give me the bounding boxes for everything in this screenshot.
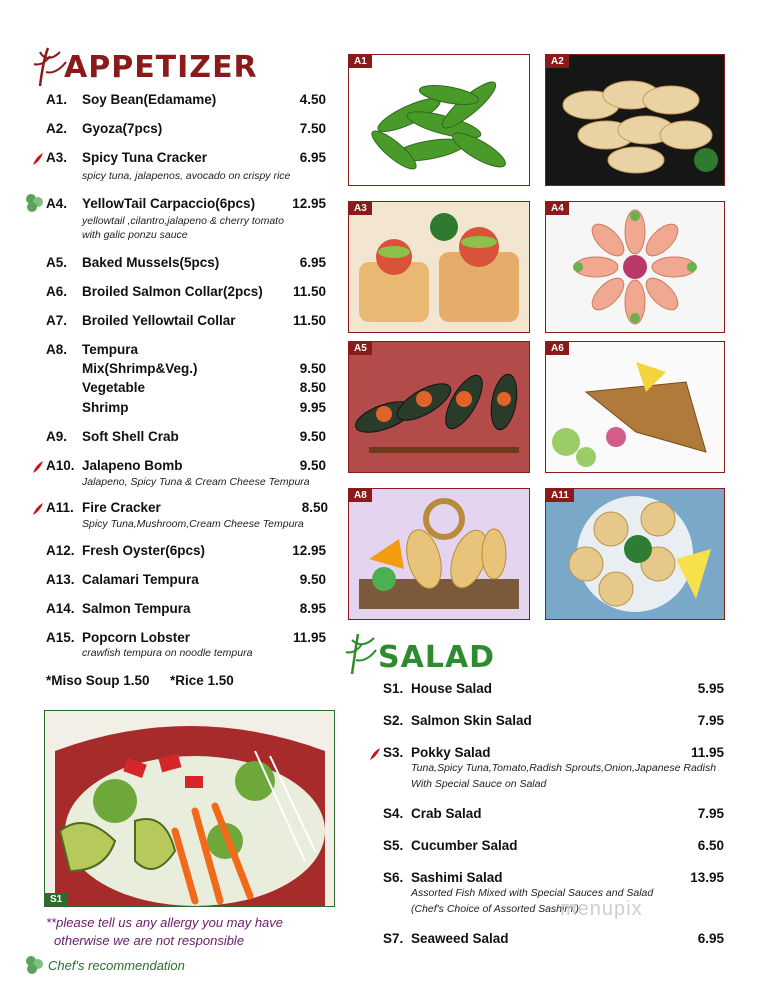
item-name: Broiled Yellowtail Collar (82, 313, 236, 328)
item-price: 11.95 (292, 630, 326, 645)
photo-a1-edamame (348, 54, 530, 186)
tempura-illustration (349, 489, 529, 619)
item-description: with galic ponzu sauce (82, 229, 188, 241)
item-name: Spicy Tuna Cracker (82, 150, 208, 165)
item-code: S7. (383, 931, 404, 946)
item-price: 9.50 (299, 458, 326, 473)
photo-a6-salmon-collar (545, 341, 725, 473)
photo-label: A1 (349, 55, 372, 68)
item-price: 13.95 (690, 870, 724, 885)
photo-s1-house-salad (44, 710, 335, 907)
house-salad-illustration (45, 711, 334, 906)
photo-label: A3 (349, 202, 372, 215)
item-price: 9.95 (299, 400, 326, 415)
item-name: Fresh Oyster(6pcs) (82, 543, 206, 558)
menu-item (46, 196, 326, 216)
item-name: Salmon Tempura (82, 601, 191, 616)
photo-a3-spicy-tuna-cracker (348, 201, 530, 333)
salad-title: SALAD (378, 640, 496, 675)
menu-item (383, 681, 724, 701)
item-code: A11. (46, 500, 74, 515)
menu-subitem (46, 361, 326, 381)
item-name: YellowTail Carpaccio(6pcs) (82, 196, 256, 211)
menu-item (46, 121, 326, 141)
item-code: A14. (46, 601, 75, 616)
menu-item (46, 458, 326, 478)
item-price: 4.50 (299, 92, 326, 107)
leaf-icon (24, 192, 44, 214)
item-price: 11.95 (690, 745, 724, 760)
item-name: Crab Salad (411, 806, 482, 821)
item-code: A6. (46, 284, 68, 299)
item-name: Jalapeno Bomb (82, 458, 183, 473)
item-description: Assorted Fish Mixed with Special Sauces and Salad (411, 887, 654, 899)
menu-item (383, 931, 724, 951)
photo-label: A5 (349, 342, 372, 355)
item-name: Cucumber Salad (411, 838, 518, 853)
edamame-illustration (349, 55, 529, 185)
item-description: crawfish tempura on noodle tempura (82, 647, 253, 659)
item-code: A10. (46, 458, 75, 473)
photo-a11-fire-cracker (545, 488, 725, 620)
item-price: 12.95 (292, 196, 326, 211)
chili-icon (30, 459, 46, 475)
chili-icon (30, 501, 46, 517)
item-price: 6.95 (299, 255, 326, 270)
item-name: Soy Bean(Edamame) (82, 92, 217, 107)
menu-item (46, 342, 326, 362)
miso-soup (46, 673, 186, 693)
item-code: S5. (383, 838, 404, 853)
item-name: Baked Mussels(5pcs) (82, 255, 220, 270)
menu-item (46, 543, 326, 563)
menu-item (46, 313, 326, 333)
menu-item (383, 838, 724, 858)
photo-a2-gyoza (545, 54, 725, 186)
menu-item (46, 572, 326, 592)
allergy-note-line1: **please tell us any allergy you may have (46, 915, 284, 930)
photo-a8-tempura (348, 488, 530, 620)
menu-subitem (46, 380, 326, 400)
item-description: Spicy Tuna,Mushroom,Cream Cheese Tempura (82, 518, 304, 530)
item-price: 7.95 (697, 806, 724, 821)
chefs-recommendation-legend: Chef's recommendation (48, 958, 185, 973)
photo-a4-yellowtail-carpaccio (545, 201, 725, 333)
photo-a5-baked-mussels (348, 341, 530, 473)
item-code: A4. (46, 196, 68, 211)
menu-item (46, 255, 326, 275)
item-code: S2. (383, 713, 404, 728)
photo-label: A8 (349, 489, 372, 502)
item-name: *Miso Soup 1.50 (46, 673, 150, 688)
item-code: A3. (46, 150, 68, 165)
item-name: Gyoza(7pcs) (82, 121, 163, 136)
item-name: Vegetable (82, 380, 146, 395)
menu-item (46, 500, 328, 520)
rice (170, 673, 270, 693)
fire-cracker-illustration (546, 489, 724, 619)
item-price: 6.95 (697, 931, 724, 946)
item-price: 11.50 (292, 284, 326, 299)
item-code: A7. (46, 313, 68, 328)
item-name: Salmon Skin Salad (411, 713, 532, 728)
bamboo-icon (344, 630, 380, 676)
carpaccio-illustration (546, 202, 724, 332)
item-description: yellowtail ,cilantro,jalapeno & cherry tomato (82, 215, 284, 227)
item-name: Popcorn Lobster (82, 630, 191, 645)
item-code: A12. (46, 543, 75, 558)
item-name: Shrimp (82, 400, 129, 415)
item-description: Jalapeno, Spicy Tuna & Cream Cheese Tempura (82, 476, 310, 488)
leaf-icon (24, 954, 44, 976)
item-name: Pokky Salad (411, 745, 491, 760)
menu-item (383, 713, 724, 733)
item-code: A15. (46, 630, 75, 645)
allergy-note-line2: otherwise we are not responsible (54, 933, 245, 948)
item-price: 9.50 (299, 572, 326, 587)
item-code: A9. (46, 429, 68, 444)
item-name: *Rice 1.50 (170, 673, 234, 688)
item-price: 8.50 (299, 380, 326, 395)
item-code: A2. (46, 121, 68, 136)
item-description: spicy tuna, jalapenos, avocado on crispy rice (82, 170, 291, 182)
menu-subitem (46, 400, 326, 420)
item-code: S6. (383, 870, 404, 885)
menu-item (46, 601, 326, 621)
item-description: (Chef's Choice of Assorted Sashimi) (411, 903, 579, 915)
item-code: A1. (46, 92, 68, 107)
item-description: Tuna,Spicy Tuna,Tomato,Radish Sprouts,Onion,Japanese Radish (411, 762, 717, 774)
item-name: Broiled Salmon Collar(2pcs) (82, 284, 263, 299)
item-price: 8.95 (299, 601, 326, 616)
item-description: With Special Sauce on Salad (411, 778, 547, 790)
photo-label: A11 (546, 489, 574, 502)
item-code: S1. (383, 681, 404, 696)
salmon-collar-illustration (546, 342, 724, 472)
item-price: 9.50 (299, 429, 326, 444)
chili-icon (30, 151, 46, 167)
menu-item (46, 92, 326, 112)
item-price: 5.95 (697, 681, 724, 696)
photo-label: S1 (45, 893, 67, 906)
item-price: 12.95 (292, 543, 326, 558)
item-name: Calamari Tempura (82, 572, 199, 587)
menu-item (46, 429, 326, 449)
chili-icon (367, 746, 383, 762)
photo-label: A2 (546, 55, 569, 68)
menu-item (46, 150, 326, 170)
item-name: Fire Cracker (82, 500, 161, 515)
photo-label: A6 (546, 342, 569, 355)
item-code: A8. (46, 342, 68, 357)
watermark: menupix (560, 898, 643, 920)
appetizer-title: APPETIZER (64, 50, 258, 85)
menu-item (46, 284, 326, 304)
gyoza-illustration (546, 55, 724, 185)
item-price: 11.50 (292, 313, 326, 328)
menu-item (383, 806, 724, 826)
item-price: 6.50 (697, 838, 724, 853)
spicy-tuna-cracker-illustration (349, 202, 529, 332)
item-code: A5. (46, 255, 68, 270)
item-code: S3. (383, 745, 404, 760)
item-name: Mix(Shrimp&Veg.) (82, 361, 198, 376)
item-name: House Salad (411, 681, 493, 696)
item-code: S4. (383, 806, 404, 821)
item-price: 8.50 (301, 500, 328, 515)
item-name: Soft Shell Crab (82, 429, 179, 444)
item-name: Seaweed Salad (411, 931, 509, 946)
item-price: 7.50 (299, 121, 326, 136)
item-code: A13. (46, 572, 75, 587)
item-price: 7.95 (697, 713, 724, 728)
item-name: Sashimi Salad (411, 870, 503, 885)
photo-label: A4 (546, 202, 569, 215)
item-price: 9.50 (299, 361, 326, 376)
item-price: 6.95 (299, 150, 326, 165)
mussels-illustration (349, 342, 529, 472)
item-name: Tempura (82, 342, 139, 357)
